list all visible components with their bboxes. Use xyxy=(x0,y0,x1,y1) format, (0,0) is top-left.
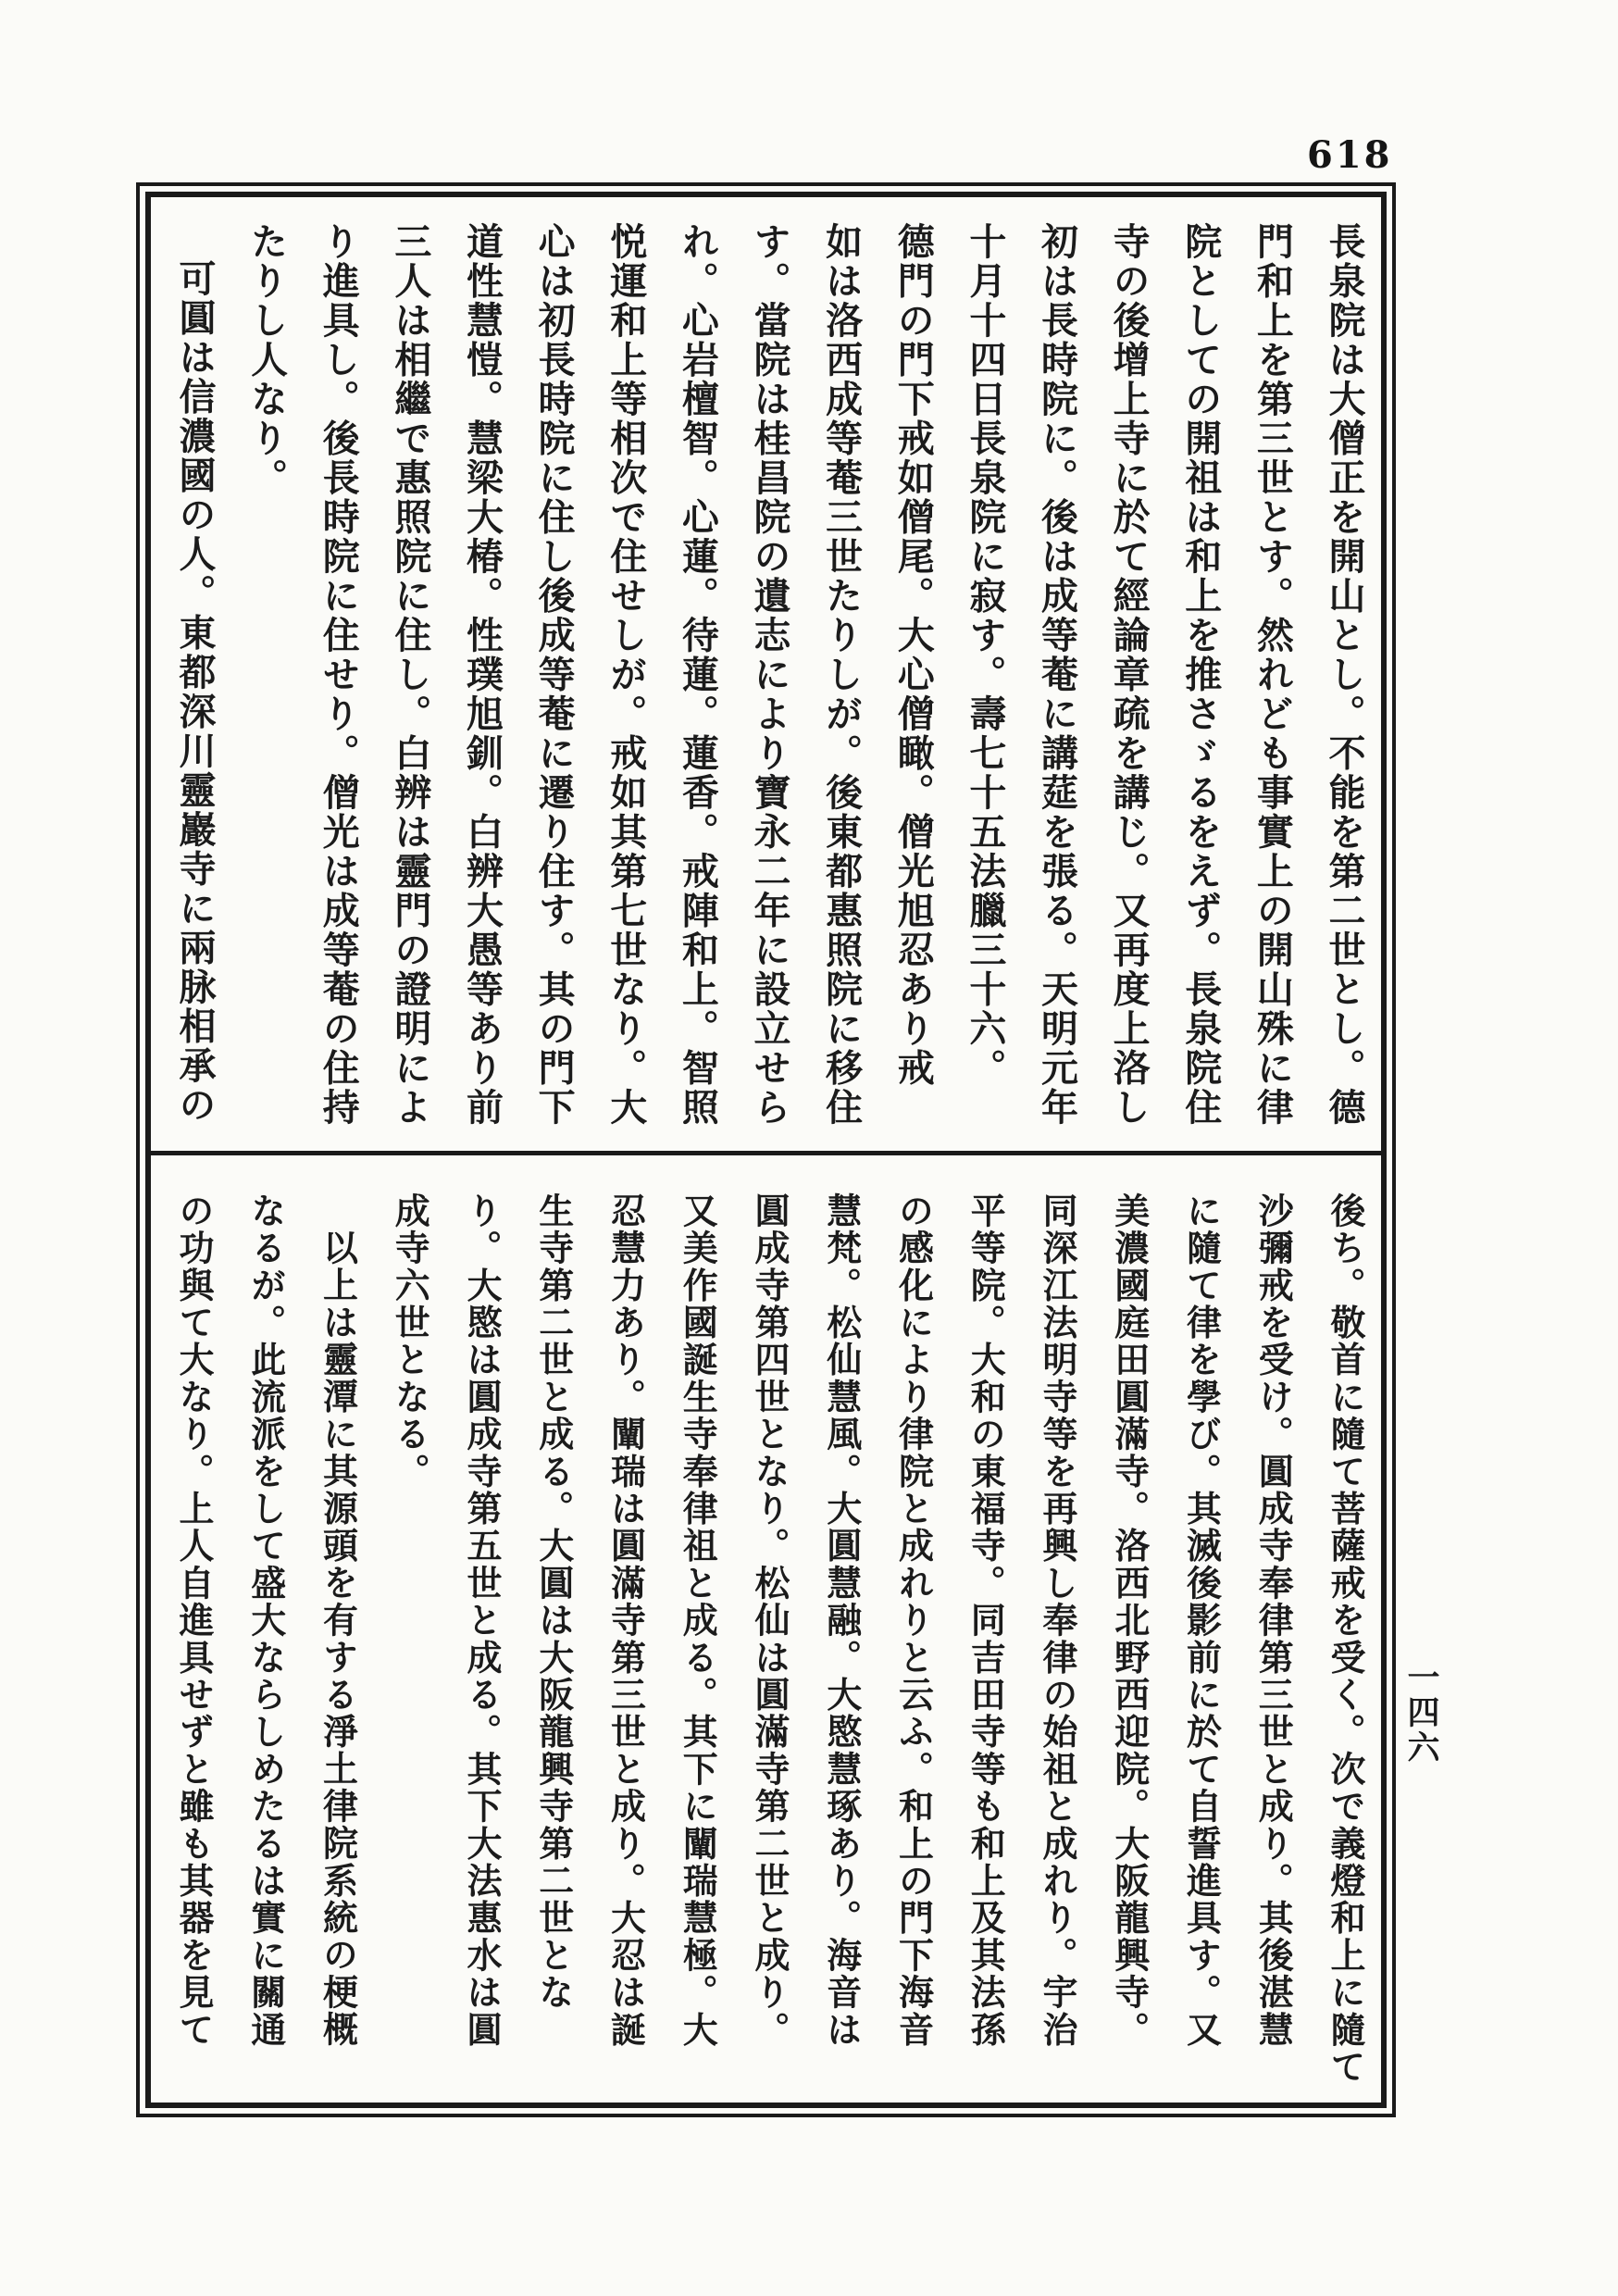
top-text-column: 長泉院は大僧正を開山とし。不能を第二世とし。德 xyxy=(1323,222,1366,1128)
top-text-column: す。當院は桂昌院の遺志により寶永二年に設立せら xyxy=(748,222,791,1128)
bottom-text-column: 生寺第二世と成る。大圓は大阪龍興寺第二世とな xyxy=(532,1192,575,2012)
folio-number: 一四六 xyxy=(1402,1660,1440,1766)
bottom-text-column: 成寺六世となる。 xyxy=(389,1192,431,1491)
top-text-column: 心は初長時院に住し後成等菴に遷り住す。其の門下 xyxy=(532,222,577,1128)
bottom-text-column: 同深江法明寺等を再興し奉律の始祖と成れり。宇治 xyxy=(1037,1192,1078,2049)
bottom-text-column: 後ち。敬首に隨て菩薩戒を受く。次で義燈和上に隨て xyxy=(1325,1192,1366,2086)
top-text-column: 門和上を第三世とす。然れども事實上の開山殊に律 xyxy=(1251,222,1295,1128)
bottom-text-column: に隨て律を學び。其滅後影前に於て自誓進具す。又 xyxy=(1180,1192,1223,2049)
top-text-column: 十月十四日長泉院に寂す。壽七十五法臘三十六。 xyxy=(963,222,1007,1088)
bottom-text-column: 沙彌戒を受け。圓成寺奉律第三世と成り。其後湛慧 xyxy=(1252,1192,1295,2049)
block-divider-rule xyxy=(149,1151,1383,1155)
top-text-column: り進具し。後長時院に住せり。僧光は成等菴の住持 xyxy=(317,222,361,1128)
top-text-column: 可圓は信濃國の人。東都深川靈巖寺に兩脉相承の xyxy=(173,259,217,1125)
bottom-text-block xyxy=(172,1192,1366,2089)
bottom-text-column: 忍慧力あり。闡瑞は圓滿寺第三世と成り。大忍は誕 xyxy=(604,1192,647,2049)
top-text-column: たりし人なり。 xyxy=(244,222,289,498)
top-text-column: 初は長時院に。後は成等菴に講莚を張る。天明元年 xyxy=(1035,222,1079,1128)
page-number: 618 xyxy=(1307,133,1393,177)
bottom-text-column: 慧梵。松仙慧風。大圓慧融。大愍慧琢あり。海音は xyxy=(820,1192,863,2049)
bottom-text-column: 美濃國庭田圓滿寺。洛西北野西迎院。大阪龍興寺。 xyxy=(1108,1192,1151,2049)
bottom-text-column: の功與て大なり。上人自進具せずと雖も其器を見て xyxy=(173,1192,215,2049)
top-text-column: 德門の門下戒如僧尾。大心僧瞰。僧光旭忍あり戒 xyxy=(891,222,936,1088)
top-text-column: れ。心岩檀智。心蓮。待蓮。蓮香。戒陣和上。智照 xyxy=(676,222,720,1128)
bottom-text-column: 又美作國誕生寺奉律祖と成る。其下に闡瑞慧極。大 xyxy=(677,1192,719,2049)
top-text-column: 三人は相繼で惠照院に住し。白辨は靈門の證明によ xyxy=(388,222,432,1128)
bottom-text-column: 平等院。大和の東福寺。同吉田寺等も和上及其法孫 xyxy=(965,1192,1007,2049)
top-text-column: 寺の後增上寺に於て經論章疏を講じ。又再度上洛し xyxy=(1107,222,1151,1128)
top-text-column: 悦運和上等相次で住せしが。戒如其第七世なり。大 xyxy=(604,222,648,1128)
bottom-text-column: 圓成寺第四世となり。松仙は圓滿寺第二世と成り。 xyxy=(749,1192,790,2049)
top-text-block xyxy=(172,222,1366,1131)
bottom-text-column: の感化により律院と成れりと云ふ。和上の門下海音 xyxy=(892,1192,935,2049)
top-text-column: 道性慧愷。慧梁大椿。性璞旭釧。白辨大愚等あり前 xyxy=(460,222,504,1128)
top-text-column: 如は洛西成等菴三世たりしが。後東都惠照院に移住 xyxy=(819,222,864,1128)
bottom-text-column: なるが。此流派をして盛大ならしめたるは實に關通 xyxy=(244,1192,287,2049)
top-text-column: 院としての開祖は和上を推さゞるをえず。長泉院住 xyxy=(1178,222,1223,1128)
bottom-text-column: り。大愍は圓成寺第五世と成る。其下大法惠水は圓 xyxy=(461,1192,503,2049)
bottom-text-column: 以上は靈潭に其源頭を有する淨土律院系統の梗概 xyxy=(317,1229,359,2049)
